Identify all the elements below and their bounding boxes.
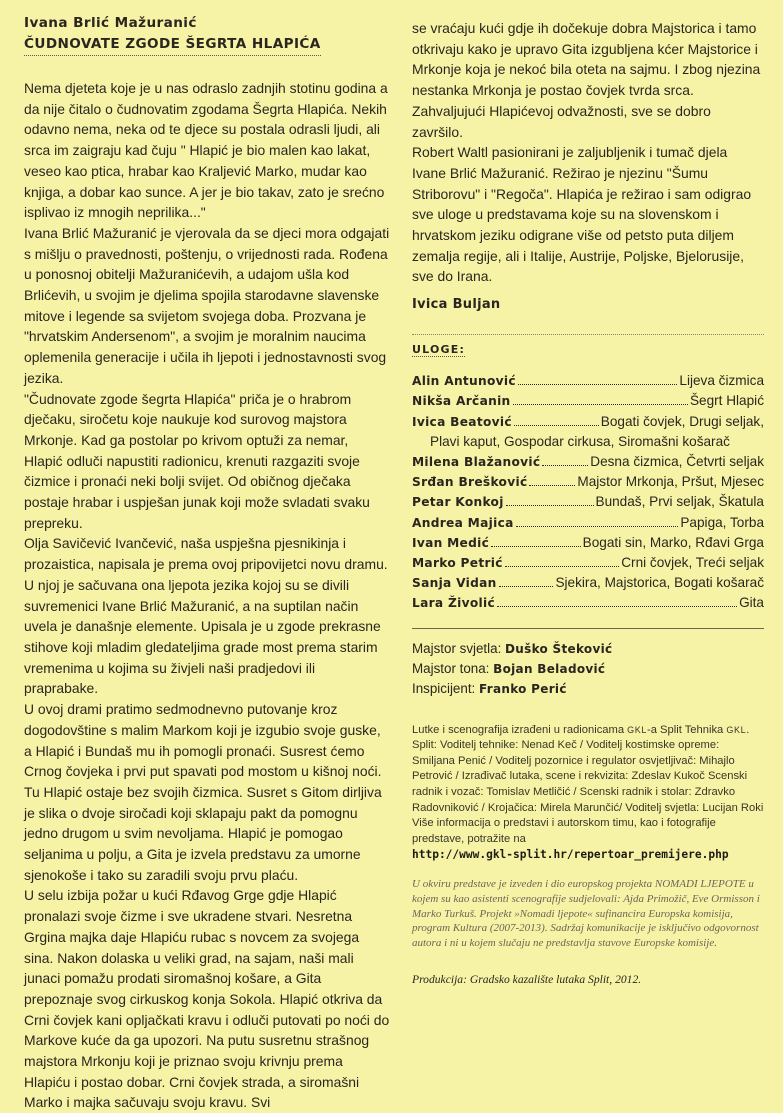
actor-name: Milena Blažanović bbox=[412, 454, 541, 469]
cast-row bbox=[412, 533, 764, 553]
actor-name: Petar Konkoj bbox=[412, 495, 504, 510]
leader-dots bbox=[529, 485, 575, 486]
role-name: Bogati sin, Marko, Rđavi Grga bbox=[582, 534, 764, 550]
roles-heading: ULOGE: bbox=[412, 343, 466, 357]
crew-label: Majstor svjetla: bbox=[412, 640, 502, 656]
leader-dots bbox=[499, 586, 554, 587]
divider bbox=[412, 334, 764, 335]
actor-name: Nikša Arčanin bbox=[412, 394, 511, 409]
role-name: Bogati čovjek, Drugi seljak, bbox=[600, 413, 764, 429]
paragraph: se vraćaju kući gdje ih dočekuje dobra Majstorica i tamo otkrivaju kako je upravo Gita izgubljena kćer Majstorice i Mrkonje koja je nekoć bila oteta na sajmu. I zbog njezina nestanka Mrkonja je postao čovjek tvrda srca. Zahvaljujući Hlapićevoj odvažnosti, sve se dobro završilo. bbox=[412, 20, 761, 140]
role-continuation: Plavi kaput, Gospodar cirkusa, Siromašni košarač bbox=[430, 433, 730, 449]
author-name: Ivana Brlić Mažuranić bbox=[24, 15, 197, 31]
cast-row bbox=[412, 412, 764, 432]
info-text: -a Split Tehnika bbox=[646, 723, 724, 736]
paragraph: Nema djeteta koje je u nas odraslo zadnjih stotinu godina a da nije čitalo o čudnovatim zgodama Šegrta Hlapića. Nekih odavno nema, neka od te djece su postala odrasli ljudi, ali srca im zaigraju kad čuju " Hlapić je bio malen kao lakat, veseo kao ptica, hrabar kao Kraljević Marko, mudar kao knjiga, a dobar kao sunce. A jer je bio takav, zato je srećno isplivao iz mnogih neprilika..." bbox=[24, 80, 388, 221]
leader-dots bbox=[518, 384, 677, 385]
right-column bbox=[412, 18, 764, 986]
website-link[interactable]: http://www.gkl-split.hr/repertoar_premijere.php bbox=[412, 848, 729, 862]
role-name: Sjekira, Majstorica, Bogati košarač bbox=[555, 575, 764, 591]
production-credit: Produkcija: Gradsko kazalište lutaka Split, 2012. bbox=[412, 972, 642, 986]
crew-name: Franko Perić bbox=[479, 681, 567, 696]
role-name: Gita bbox=[739, 595, 764, 611]
actor-name: Marko Petrić bbox=[412, 555, 503, 570]
cast-row bbox=[412, 553, 764, 573]
cast-row bbox=[412, 513, 764, 533]
crew-label: Majstor tona: bbox=[412, 660, 490, 676]
crew-row bbox=[412, 659, 764, 679]
actor-name: Srđan Brešković bbox=[412, 475, 528, 490]
divider bbox=[412, 628, 764, 629]
leader-dots bbox=[516, 526, 679, 527]
gkl-abbrev: GKL bbox=[726, 724, 747, 735]
left-article bbox=[24, 78, 390, 1113]
cast-list bbox=[412, 371, 764, 613]
cast-row bbox=[412, 472, 764, 492]
actor-name: Andrea Majica bbox=[412, 515, 514, 530]
gkl-abbrev: GKL bbox=[627, 724, 647, 735]
info-text: . Split: Voditelj tehnike: Nenad Keč / Voditelj kostimske opreme: Smiljana Penić / Voditelj pozornice i regulator osvjetljivač: Mihajlo Petrović / Izrađivač lutaka, scene i rekvizita: Zdeslav Kukoč Scenski radnik i vozač: Tomislav Metličić / Scenski radnik i stolar: Zdravko Radovniković / Krojačica: Mirela Marunčić/ Voditelj svjetla: Lucijan Roki bbox=[412, 723, 764, 814]
actor-name: Ivan Medić bbox=[412, 535, 490, 550]
crew-name: Bojan Beladović bbox=[493, 661, 606, 676]
paragraph: Robert Waltl pasionirani je zaljubljenik i tumač djela Ivane Brlić Mažuranić. Režirao je njezinu "Šumu Striborovu" i "Regoča". Hlapića je režirao i sam odigrao sve uloge u predstavama koje su na slovenskom i hrvatskom jeziku odigrane više od petsto puta diljem zemalja regije, ali i Italije, Austrije, Poljske, Bjelorusije, sve do Irana. bbox=[412, 144, 752, 285]
actor-name: Lara Živolić bbox=[412, 596, 495, 611]
play-title: ČUDNOVATE ZGODE ŠEGRTA HLAPIĆA bbox=[24, 35, 321, 56]
crew-name: Duško Šteković bbox=[505, 641, 613, 656]
cast-row bbox=[412, 371, 764, 391]
technical-info bbox=[412, 723, 764, 863]
info-text: Lutke i scenografija izrađeni u radionicama bbox=[412, 723, 625, 736]
paragraph: U selu izbija požar u kući Rđavog Grge gdje Hlapić pronalazi svoje čizme i sve ukradene stvari. Nesretna Grgina majka daje Hlapiću rubac s novcem za svojega sina. Nakon dolaska u veliki grad, na sajam, naši mali junaci pomažu prodati siromašnoj košare, a Gita prepoznaje svog cirkuskog konja Sokola. Hlapić otkriva da Crni čovjek kani opljačkati kravu i odluči putovati po noći do Markove kuće da ga upozori. Na putu susretnu strašnog majstora Mrkonju koji je priznao svoju krivnju prema Hlapiću i postao dobar. Crni čovjek strada, a siromašni Marko i majka sačuvaju svoju kravu. Svi bbox=[24, 887, 390, 1111]
role-name: Šegrt Hlapić bbox=[689, 393, 764, 409]
role-name: Majstor Mrkonja, Pršut, Mjesec bbox=[577, 474, 764, 490]
crew-list bbox=[412, 639, 764, 699]
role-name: Bundaš, Prvi seljak, Škatula bbox=[595, 494, 764, 510]
leader-dots bbox=[513, 404, 688, 405]
actor-name: Sanja Vidan bbox=[412, 576, 497, 591]
leader-dots bbox=[497, 606, 737, 607]
leader-dots bbox=[514, 425, 599, 426]
crew-label: Inspicijent: bbox=[412, 680, 476, 696]
more-info-text: Više informacija o predstavi i autorskom timu, kao i fotografije predstave, potražite na bbox=[412, 817, 716, 845]
cast-row bbox=[412, 492, 764, 512]
cast-row bbox=[412, 573, 764, 593]
left-column bbox=[24, 14, 390, 1113]
cast-row bbox=[412, 391, 764, 411]
paragraph: "Čudnovate zgode šegrta Hlapića" priča je o hrabrom dječaku, siročetu koje naukuje kod surovog majstora Mrkonje. Kad ga postolar po krivom optuži za nemar, Hlapić odluči napustiti radionicu, krenuti razgaziti svoje čizmice i pronaći neki bolji svijet. Od običnog dječaka postaje hrabar i uspješan junak koji može svladati svaku prepreku. bbox=[24, 390, 370, 531]
leader-dots bbox=[491, 546, 581, 547]
role-name: Lijeva čizmica bbox=[679, 373, 764, 389]
role-name: Crni čovjek, Treći seljak bbox=[621, 554, 764, 570]
paragraph: Ivana Brlić Mažuranić je vjerovala da se djeci mora odgajati s mišlju o pravednosti, poštenju, o vrijednosti rada. Rođena u ponosnoj obitelji Mažuranićevih, a udajom ušla kod Brlićevih, u svojim je djelima spojila starodavne slavenske mitove i legende sa svijetom svojega doba. Prozvana je "hrvatskim Andersenom", a svojim je moralnim naucima oplemenila generacije i učila ih ljepoti i jednostavnosti svog jezika. bbox=[24, 224, 390, 386]
crew-row bbox=[412, 679, 764, 699]
leader-dots bbox=[506, 505, 594, 506]
crew-row bbox=[412, 639, 764, 659]
signature: Ivica Buljan bbox=[412, 297, 501, 313]
leader-dots bbox=[505, 566, 619, 567]
right-article bbox=[412, 18, 764, 287]
leader-dots bbox=[542, 465, 588, 466]
actor-name: Alin Antunović bbox=[412, 374, 516, 389]
project-note: U okviru predstave je izveden i dio europskog projekta NOMADI LJEPOTE u kojem su kao asistenti scenografije sudjelovali: Ajda Primožič, Eve Ormisson i Marko Turkuš. Projekt »Nomadi ljepote« sufinancira Europska komisija, program Kultura (2007-2013). Sadržaj komunikacije je isključivo odgovornost autora i ni u kojem slučaju ne predstavlja stavove Europske komisije. bbox=[412, 877, 760, 950]
role-name: Desna čizmica, Četvrti seljak bbox=[590, 453, 764, 469]
cast-row bbox=[412, 452, 764, 472]
role-name: Papiga, Torba bbox=[680, 514, 764, 530]
actor-name: Ivica Beatović bbox=[412, 414, 512, 429]
cast-row bbox=[412, 593, 764, 613]
paragraph: U ovoj drami pratimo sedmodnevno putovanje kroz dogodovštine s malim Markom koji je izgubio svoje guske, a Hlapić i Bundaš mu ih pomogli pronaći. Susrest ćemo Crnog čovjeka i prvi put spavati pod mostom u kišnoj noći. Tu Hlapić ostaje bez svojih čizmica. Susret s Gitom dirljiva je slika o dvoje siročadi koji sklapaju pakt da pomognu jedno drugom u svim nevoljama. Hlapić je pomogao seljanima u polju, a Gita je izvela predstavu za umorne sjenokoše i tako su zaradili svoju prvu plaću. bbox=[24, 701, 382, 883]
paragraph: Olja Savičević Ivančević, naša uspješna pjesnikinja i prozaistica, napisala je prema ovoj pripovijetci novu dramu. U njoj je sačuvana ona ljepota jezika kojoj su se divili suvremenici Ivane Brlić Mažuranić, a na suptilan način uvela je današnje elemente. Upisala je u zgode prekrasne stihove koji mladim gledateljima grade most prema starim vremenima u kojima su živjeli naši pradjedovi ili praprabake. bbox=[24, 535, 388, 697]
